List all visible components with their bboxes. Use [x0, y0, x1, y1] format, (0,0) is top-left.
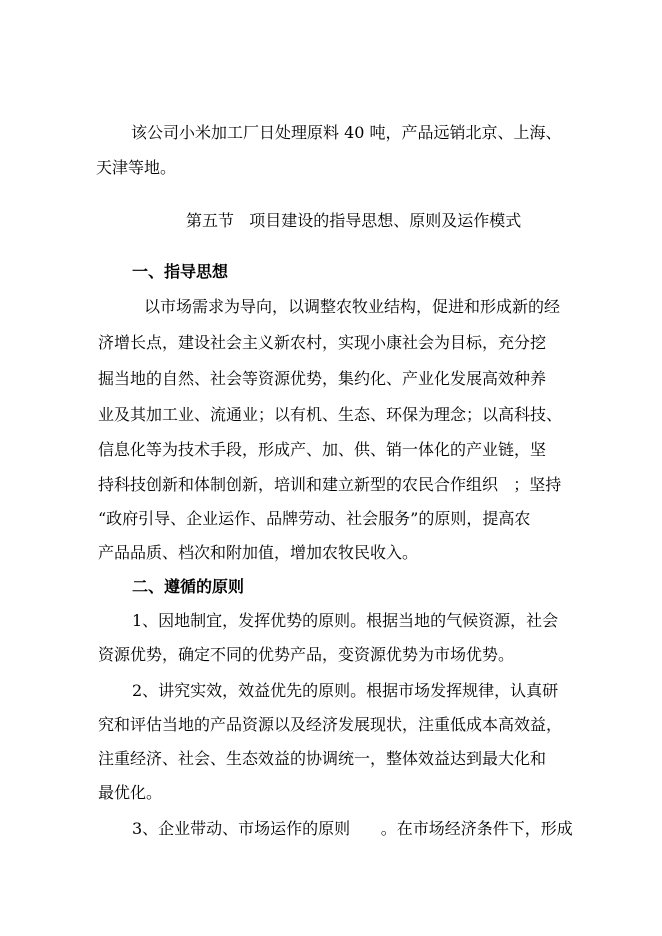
principle-2-line-4: 最优化。 [98, 783, 163, 802]
guiding-line-1: 以市场需求为导向，以调整农牧业结构，促进和形成新的经 [144, 297, 561, 316]
intro-line-2: 天津等地。 [96, 158, 177, 177]
principle-1-line-1: 1、因地制宜，发挥优势的原则。根据当地的气候资源，社会 [132, 611, 559, 630]
principle-1-line-2: 资源优势，确定不同的优势产品，变资源优势为市场优势。 [98, 645, 515, 664]
guiding-line-6: 持科技创新和体制创新，培训和建立新型的农民合作组织 ；坚持 [98, 475, 562, 494]
principle-3-line-1: 3、企业带动、市场运作的原则 。在市场经济条件下，形成 [132, 819, 573, 838]
principle-2-line-2: 究和评估当地的产品资源以及经济发展现状，注重低成本高效益， [98, 715, 563, 734]
heading-principles: 二、遵循的原则 [132, 577, 245, 596]
guiding-line-2: 济增长点，建设社会主义新农村，实现小康社会为目标，充分挖 [98, 333, 547, 352]
guiding-line-4: 业及其加工业、流通业；以有机、生态、环保为理念；以高科技、 [98, 405, 563, 424]
principle-2-line-3: 注重经济、社会、生态效益的协调统一，整体效益达到最大化和 [98, 749, 547, 768]
principle-2-line-1: 2、讲究实效，效益优先的原则。根据市场发挥规律，认真研 [132, 681, 559, 700]
heading-guiding-ideology: 一、指导思想 [132, 262, 229, 281]
section-title: 第五节 项目建设的指导思想、原则及运作模式 [186, 211, 522, 230]
guiding-line-5: 信息化等为技术手段，形成产、加、供、销一体化的产业链，坚 [98, 440, 547, 459]
guiding-line-8: 产品品质、档次和附加值，增加农牧民收入。 [98, 543, 419, 562]
guiding-line-7: “政府引导、企业运作、品牌劳动、社会服务”的原则，提高农 [98, 509, 531, 528]
intro-line-1: 该公司小米加工厂日处理原料 40 吨，产品远销北京、上海、 [131, 123, 562, 142]
guiding-line-3: 掘当地的自然、社会等资源优势，集约化、产业化发展高效种养 [98, 369, 547, 388]
